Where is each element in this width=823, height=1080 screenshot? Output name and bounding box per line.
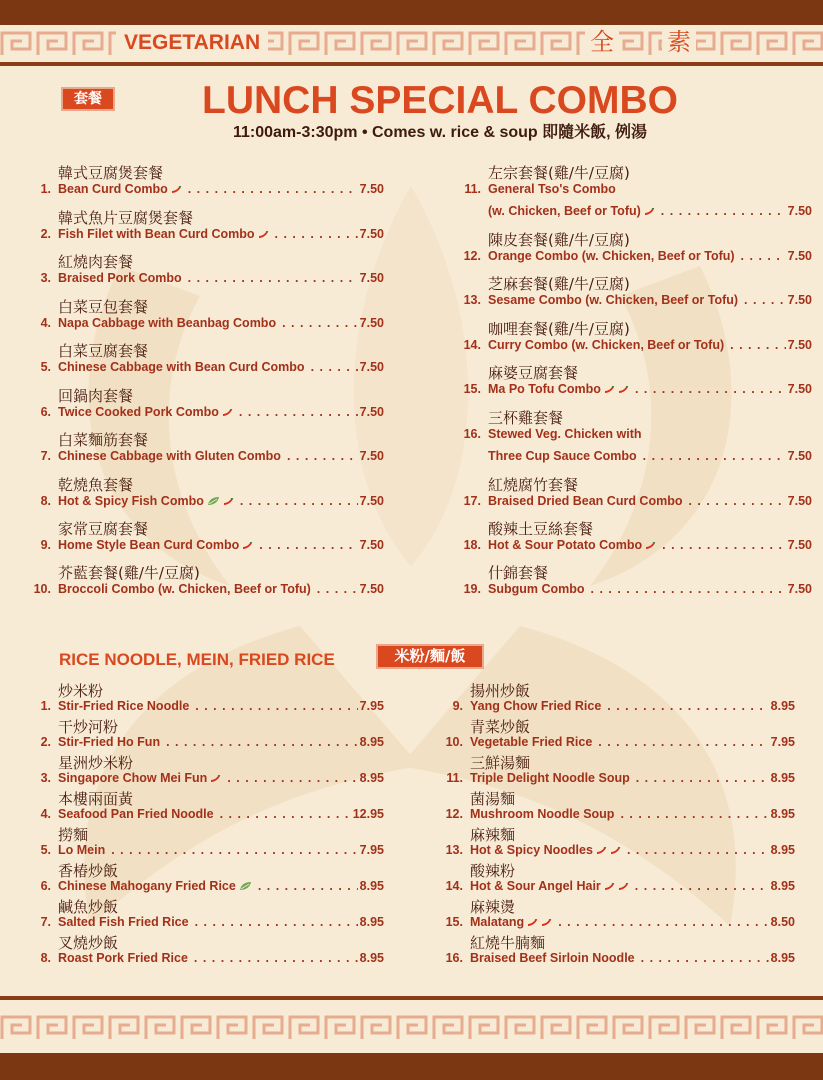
bottom-brown-band (0, 1053, 823, 1080)
menu-item-number: 14. (445, 879, 463, 893)
dot-leader (643, 448, 786, 464)
menu-item-row (459, 203, 812, 219)
menu-item-name: Bean Curd Combo (58, 182, 168, 196)
menu-item-number: 4. (40, 316, 51, 330)
chili-pepper-icon (527, 914, 538, 930)
menu-item-name: General Tso's Combo (488, 182, 616, 196)
menu-item-row (29, 404, 384, 420)
leaf-icon (239, 878, 252, 894)
menu-item-name: Orange Combo (w. Chicken, Beef or Tofu) (488, 249, 735, 263)
menu-item-zh-name: 白菜麵筋套餐 (58, 431, 149, 449)
combo-title: LUNCH SPECIAL COMBO (202, 79, 678, 122)
dot-leader (259, 537, 357, 553)
menu-item-name: Braised Pork Combo (58, 271, 182, 285)
menu-item-number: 14. (463, 338, 481, 352)
menu-item-name: Sesame Combo (w. Chicken, Beef or Tofu) (488, 293, 739, 307)
dot-leader (166, 734, 358, 750)
dot-leader (627, 842, 769, 858)
menu-item-price: 12.95 (352, 807, 384, 821)
menu-item-price: 8.95 (770, 771, 795, 785)
menu-item-price: 7.50 (359, 449, 384, 463)
menu-item-row (29, 806, 384, 822)
menu-item-row (459, 581, 812, 597)
chili-pepper-icon (645, 537, 656, 553)
menu-item-zh-name: 干炒河粉 (58, 718, 119, 736)
menu-item-zh-name: 本樓兩面黃 (58, 790, 134, 808)
menu-item-number: 12. (463, 249, 481, 263)
menu-item-number: 8. (40, 494, 51, 508)
menu-item-zh-name: 酸辣土豆絲套餐 (488, 520, 594, 538)
menu-item-price: 7.50 (787, 293, 812, 307)
menu-item-name: Vegetable Fried Rice (470, 735, 593, 749)
dot-leader (188, 270, 358, 286)
menu-item-row (441, 806, 795, 822)
menu-item-zh-name: 撈麵 (58, 826, 89, 844)
menu-item-name: Three Cup Sauce Combo (488, 449, 637, 463)
menu-item-row (459, 426, 812, 442)
leaf-icon (207, 493, 220, 509)
dot-leader (636, 770, 769, 786)
dot-leader (282, 315, 358, 331)
vegetarian-zh-char-2: 素 (662, 26, 696, 58)
menu-item-zh-name: 韓式豆腐煲套餐 (58, 164, 164, 182)
menu-item-number: 13. (445, 843, 463, 857)
dot-leader (744, 292, 786, 308)
dot-leader (287, 448, 358, 464)
menu-item-zh-name: 星洲炒米粉 (58, 754, 134, 772)
menu-item-number: 3. (40, 771, 51, 785)
combo-subtitle: 11:00am-3:30pm • Comes w. rice & soup 即隨米飯, 例湯 (232, 124, 648, 141)
chili-pepper-icon (210, 770, 221, 786)
menu-item-name: Stir-Fried Rice Noodle (58, 699, 190, 713)
menu-item-price: 8.95 (770, 951, 795, 965)
menu-item-number: 13. (463, 293, 481, 307)
menu-item-number: 3. (40, 271, 51, 285)
menu-item-row (441, 878, 795, 894)
menu-item-number: 10. (445, 735, 463, 749)
menu-item-row (29, 734, 384, 750)
dot-leader (730, 337, 786, 353)
menu-item-number: 15. (463, 382, 481, 396)
dot-leader (635, 381, 786, 397)
menu-item-name: Triple Delight Noodle Soup (470, 771, 630, 785)
menu-item-zh-name: 白菜豆包套餐 (58, 298, 149, 316)
menu-item-zh-name: 芥藍套餐(雞/牛/豆腐) (58, 564, 200, 582)
dot-leader (558, 914, 768, 930)
menu-item-number: 7. (40, 915, 51, 929)
chili-pepper-icon (242, 537, 253, 553)
menu-item-price: 7.50 (787, 449, 812, 463)
menu-item-number: 6. (40, 405, 51, 419)
menu-item-number: 10. (33, 582, 51, 596)
menu-item-number: 8. (40, 951, 51, 965)
dot-leader (635, 878, 769, 894)
menu-item-row (29, 537, 384, 553)
menu-item-name: Twice Cooked Pork Combo (58, 405, 219, 419)
menu-item-name: Subgum Combo (488, 582, 585, 596)
dot-leader (111, 842, 357, 858)
menu-item-zh-name: 乾燒魚套餐 (58, 476, 134, 494)
chili-pepper-icon (604, 878, 615, 894)
dot-leader (607, 698, 768, 714)
menu-item-number: 19. (463, 582, 481, 596)
menu-item-row (441, 842, 795, 858)
menu-item-number: 11. (464, 182, 481, 196)
menu-item-row (441, 734, 795, 750)
menu-item-row (29, 878, 384, 894)
menu-item-row (29, 950, 384, 966)
dot-leader (194, 950, 358, 966)
menu-item-name: Hot & Sour Angel Hair (470, 879, 601, 893)
dot-leader (227, 770, 357, 786)
menu-item-zh-name: 左宗套餐(雞/牛/豆腐) (488, 164, 630, 182)
menu-item-price: 8.95 (359, 771, 384, 785)
menu-item-number: 16. (463, 427, 481, 441)
menu-item-number: 16. (445, 951, 463, 965)
menu-item-number: 2. (40, 227, 51, 241)
menu-item-name: Stir-Fried Ho Fun (58, 735, 161, 749)
menu-item-zh-name: 咖哩套餐(雞/牛/豆腐) (488, 320, 630, 338)
menu-item-price: 8.95 (770, 807, 795, 821)
menu-item-row (441, 770, 795, 786)
menu-item-row (459, 493, 812, 509)
dot-leader (662, 537, 786, 553)
menu-item-price: 7.50 (359, 405, 384, 419)
menu-item-number: 5. (40, 843, 51, 857)
menu-item-zh-name: 紅燒牛腩麵 (470, 934, 546, 952)
vegetarian-zh-char-1: 全 (585, 26, 619, 58)
menu-item-price: 7.50 (787, 538, 812, 552)
menu-item-price: 7.50 (787, 582, 812, 596)
menu-item-name: Napa Cabbage with Beanbag Combo (58, 316, 277, 330)
menu-item-zh-name: 三鮮湯麵 (470, 754, 531, 772)
menu-item-name: Roast Pork Fried Rice (58, 951, 188, 965)
menu-item-name: Braised Beef Sirloin Noodle (470, 951, 635, 965)
dot-leader (188, 181, 358, 197)
menu-item-row (459, 537, 812, 553)
vegetarian-label: VEGETARIAN (116, 29, 268, 57)
menu-item-price: 8.95 (359, 735, 384, 749)
menu-item-zh-name: 菌湯麵 (470, 790, 516, 808)
menu-item-name: Broccoli Combo (w. Chicken, Beef or Tofu) (58, 582, 311, 596)
menu-item-number: 7. (40, 449, 51, 463)
menu-item-number: 9. (452, 699, 463, 713)
dot-leader (275, 226, 358, 242)
menu-item-row (29, 181, 384, 197)
combo-zh-tag: 套餐 (61, 87, 115, 111)
menu-item-row (29, 698, 384, 714)
menu-item-zh-name: 紅燒肉套餐 (58, 253, 134, 271)
menu-item-row (29, 448, 384, 464)
menu-item-number: 2. (40, 735, 51, 749)
chili-pepper-icon (618, 878, 629, 894)
menu-item-number: 12. (445, 807, 463, 821)
menu-item-price: 7.50 (787, 382, 812, 396)
menu-item-price: 7.50 (787, 249, 812, 263)
menu-item-name: Hot & Spicy Noodles (470, 843, 593, 857)
menu-item-row (459, 248, 812, 264)
chili-pepper-icon (604, 381, 615, 397)
menu-item-name: Curry Combo (w. Chicken, Beef or Tofu) (488, 338, 725, 352)
menu-item-row (29, 359, 384, 375)
dot-leader (311, 359, 358, 375)
menu-item-row (459, 292, 812, 308)
menu-item-zh-name: 紅燒腐竹套餐 (488, 476, 579, 494)
menu-item-name: Chinese Cabbage with Bean Curd Combo (58, 360, 305, 374)
menu-item-number: 1. (40, 699, 51, 713)
menu-item-price: 7.50 (359, 316, 384, 330)
menu-item-name: Braised Dried Bean Curd Combo (488, 494, 683, 508)
menu-item-row (441, 914, 795, 930)
menu-item-zh-name: 陳皮套餐(雞/牛/豆腐) (488, 231, 630, 249)
menu-item-row (459, 381, 812, 397)
menu-item-name: Singapore Chow Mei Fun (58, 771, 208, 785)
menu-item-number: 5. (40, 360, 51, 374)
menu-item-price: 7.50 (359, 360, 384, 374)
menu-item-zh-name: 麻婆豆腐套餐 (488, 364, 579, 382)
menu-item-price: 8.95 (770, 699, 795, 713)
menu-item-name: Stewed Veg. Chicken with (488, 427, 642, 441)
menu-item-number: 9. (40, 538, 51, 552)
noodle-zh-tag: 米粉/麵/飯 (376, 644, 484, 669)
menu-item-price: 7.95 (359, 699, 384, 713)
menu-item-number: 4. (40, 807, 51, 821)
dot-leader (317, 581, 358, 597)
dot-leader (598, 734, 768, 750)
menu-item-zh-name: 麻辣麵 (470, 826, 516, 844)
menu-item-zh-name: 香椿炒飯 (58, 862, 119, 880)
menu-item-zh-name: 麻辣燙 (470, 898, 516, 916)
menu-item-price: 7.50 (359, 582, 384, 596)
menu-item-name: Chinese Mahogany Fried Rice (58, 879, 236, 893)
menu-item-name: Hot & Spicy Fish Combo (58, 494, 204, 508)
menu-item-name: (w. Chicken, Beef or Tofu) (488, 204, 641, 218)
noodle-section-title: RICE NOODLE, MEIN, FRIED RICE (59, 650, 335, 669)
menu-item-name: Fish Filet with Bean Curd Combo (58, 227, 255, 241)
menu-item-number: 6. (40, 879, 51, 893)
menu-item-zh-name: 叉燒炒飯 (58, 934, 119, 952)
menu-item-row (29, 914, 384, 930)
menu-item-name: Malatang (470, 915, 525, 929)
menu-item-zh-name: 炒米粉 (58, 682, 104, 700)
dot-leader (220, 806, 351, 822)
menu-item-row (29, 581, 384, 597)
dot-leader (195, 914, 358, 930)
menu-item-zh-name: 青菜炒飯 (470, 718, 531, 736)
chili-pepper-icon (610, 842, 621, 858)
dot-leader (591, 581, 786, 597)
menu-item-number: 1. (40, 182, 51, 196)
menu-item-name: Lo Mein (58, 843, 106, 857)
menu-item-price: 7.95 (359, 843, 384, 857)
menu-item-zh-name: 什錦套餐 (488, 564, 549, 582)
chili-pepper-icon (258, 226, 269, 242)
menu-item-price: 7.50 (359, 182, 384, 196)
menu-item-number: 17. (463, 494, 481, 508)
menu-item-price: 8.95 (359, 879, 384, 893)
menu-item-price: 8.95 (359, 915, 384, 929)
menu-item-number: 15. (445, 915, 463, 929)
chili-pepper-icon (222, 404, 233, 420)
menu-item-row (459, 448, 812, 464)
menu-item-name: Seafood Pan Fried Noodle (58, 807, 214, 821)
menu-item-price: 8.50 (770, 915, 795, 929)
menu-item-name: Chinese Cabbage with Gluten Combo (58, 449, 281, 463)
chili-pepper-icon (541, 914, 552, 930)
chili-pepper-icon (596, 842, 607, 858)
menu-item-price: 8.95 (359, 951, 384, 965)
chili-pepper-icon (223, 493, 234, 509)
menu-item-number: 11. (446, 771, 463, 785)
menu-item-price: 7.50 (787, 494, 812, 508)
menu-item-row (29, 270, 384, 286)
dot-leader (239, 404, 358, 420)
dot-leader (741, 248, 786, 264)
menu-item-price: 7.50 (359, 538, 384, 552)
menu-item-price: 7.50 (359, 494, 384, 508)
menu-item-name: Mushroom Noodle Soup (470, 807, 615, 821)
menu-item-zh-name: 酸辣粉 (470, 862, 516, 880)
menu-item-name: Yang Chow Fried Rice (470, 699, 602, 713)
menu-item-zh-name: 鹹魚炒飯 (58, 898, 119, 916)
menu-item-zh-name: 家常豆腐套餐 (58, 520, 149, 538)
menu-item-row (441, 950, 795, 966)
menu-item-row (29, 842, 384, 858)
menu-item-name: Ma Po Tofu Combo (488, 382, 601, 396)
chili-pepper-icon (618, 381, 629, 397)
menu-item-name: Salted Fish Fried Rice (58, 915, 189, 929)
dot-leader (641, 950, 769, 966)
top-brown-band (0, 0, 823, 25)
menu-item-price: 7.50 (787, 338, 812, 352)
menu-item-zh-name: 回鍋肉套餐 (58, 387, 134, 405)
dot-leader (195, 698, 357, 714)
dot-leader (258, 878, 358, 894)
menu-item-name: Hot & Sour Potato Combo (488, 538, 643, 552)
menu-item-zh-name: 三杯雞套餐 (488, 409, 564, 427)
menu-item-zh-name: 韓式魚片豆腐煲套餐 (58, 209, 194, 227)
chili-pepper-icon (644, 203, 655, 219)
menu-item-zh-name: 芝麻套餐(雞/牛/豆腐) (488, 275, 630, 293)
chili-pepper-icon (171, 181, 182, 197)
menu-item-price: 7.50 (359, 227, 384, 241)
menu-item-price: 7.50 (787, 204, 812, 218)
menu-item-row (459, 337, 812, 353)
menu-item-zh-name: 揚州炒飯 (470, 682, 531, 700)
bottom-fret-border (0, 1009, 823, 1046)
menu-item-name: Home Style Bean Curd Combo (58, 538, 240, 552)
menu-item-zh-name: 白菜豆腐套餐 (58, 342, 149, 360)
menu-item-row (441, 698, 795, 714)
menu-item-row (459, 181, 812, 197)
menu-item-price: 7.95 (770, 735, 795, 749)
menu-item-price: 8.95 (770, 879, 795, 893)
menu-item-price: 7.50 (359, 271, 384, 285)
menu-item-row (29, 315, 384, 331)
menu-item-row (29, 493, 384, 509)
dot-leader (661, 203, 786, 219)
menu-item-number: 18. (463, 538, 481, 552)
bottom-rule (0, 996, 823, 1000)
menu-item-row (29, 226, 384, 242)
top-rule (0, 62, 823, 66)
dot-leader (240, 493, 358, 509)
menu-item-row (29, 770, 384, 786)
dot-leader (620, 806, 768, 822)
menu-item-price: 8.95 (770, 843, 795, 857)
dot-leader (688, 493, 785, 509)
